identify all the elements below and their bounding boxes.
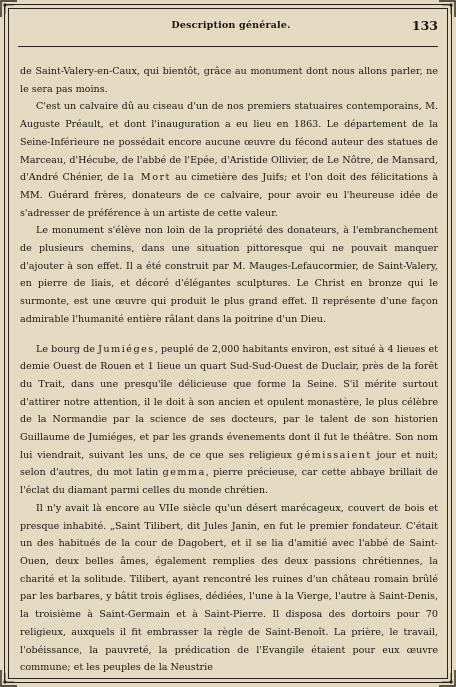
text-run: , peuplé de 2,000 habitants environ, est situé à 4 lieues et demie Ouest de Rouen et 1 lieue un quart Sud-Sud-Ouest de Duclair, près de la forêt du Trait, dans une presqu'île délicieuse que forme la Seine. S'il mérite surtout d'attirer notre attention, il le doit à son ancien et opulent monastère, le plus célèbre de la Normandie par la science de ses docteurs, par le talent de son historien Guillaume de Jumiéges, et par les grands évenements dont il fut le théâtre. Son nom lui viendrait, suivant les uns, de ce que ses religieux xyxy=(20,343,438,461)
text-run: Le monument s'élève non loin de la propriété des donateurs, à l'embranchement de plusieurs chemins, dans une situation pittoresque qui ne pouvait manquer d'ajouter à son effet. Il a été construit par M. Mauges-Lefaucormier, de Saint-Valery, en pierre de liais, et décoré d'élégantes sculptures. Le Christ en bronze qui le surmonte, est une œuvre qui produit le plus grand effet. Il représente d'une façon admirable l'humanité entière râlant dans la poitrine d'un Dieu. xyxy=(20,225,438,325)
paragraph xyxy=(20,98,438,222)
running-title: Description générale. xyxy=(171,20,291,31)
text-run: de Saint-Valery-en-Caux, qui bientôt, grâce au monument dont nous allons parler, ne le sera pas moins. xyxy=(20,66,438,95)
corner-ornament-icon xyxy=(438,0,456,18)
text-run: C'est un calvaire dû au ciseau d'un de nos premiers statuaires contemporains, M. Auguste Préault, et dont l'inauguration a eu lieu en 1863. Le département de la Seine-Inférieure ne possédait encore aucune œuvre du fécond auteur des statues de Marceau, d'Hécube, de l'abbé de l'Epée, d'Aristide Ollivier, de Le Nôtre, de Mansard, d'André Chénier, de xyxy=(20,101,438,184)
corner-ornament-icon xyxy=(438,669,456,687)
body-text xyxy=(20,63,438,677)
emphasis-spaced: gemma xyxy=(162,467,206,479)
text-run: Le bourg de xyxy=(36,343,99,355)
corner-ornament-icon xyxy=(0,0,18,18)
paragraph xyxy=(20,341,438,500)
emphasis-spaced: Jumiéges xyxy=(98,343,155,355)
page-number: 133 xyxy=(411,18,438,33)
paragraph xyxy=(20,222,438,328)
emphasis-spaced: gémissaient xyxy=(296,449,372,461)
text-run: jour et nuit; selon d'autres, du mot latin xyxy=(20,449,438,479)
running-header xyxy=(24,16,438,36)
corner-ornament-icon xyxy=(0,669,18,687)
text-run: Il n'y avait là encore au VIIe siècle qu'un désert marécageux, couvert de bois et presque inhabité. „Saint Tilibert, dit Jules Janin, en fut le premier fondateur. C'était un des habitués de la cour de Dagobert, et il se lia d'amitié avec l'abbé de Saint-Ouen, deux belles âmes, également remplies des deux passions chrétiennes, la charité et la solitude. Tilibert, ayant rencontré les ruines d'un château romain brûlé par les barbares, y bâtit trois églises, dédiées, l'une à la Vierge, l'autre à Saint-Denis, la troisième à Saint-Germain et à Saint-Pierre. Il disposa des dortoirs pour 70 religieux, auxquels il fit embrasser la règle de Saint-Benoît. La prière, le travail, l'obéissance, la pauvreté, la prédication de l'Evangile étaient pour eux œuvre commune; et les peuples de la Neustrie xyxy=(20,502,438,674)
text-run: , pierre précieuse, car cette abbaye brillait de l'éclat du diamant parmi celles du monde chrétien. xyxy=(20,467,438,497)
paragraph xyxy=(20,500,438,677)
paragraph xyxy=(20,63,438,98)
header-divider xyxy=(18,46,438,47)
text-run: au cimetière des Juifs; et l'on doit des félicitations à MM. Guérard frères, donateurs de ce calvaire, pour avoir eu l'heureuse idée de s'adresser de préférence à un artiste de cette valeur. xyxy=(20,172,439,219)
emphasis-spaced: la Mort xyxy=(123,172,171,184)
